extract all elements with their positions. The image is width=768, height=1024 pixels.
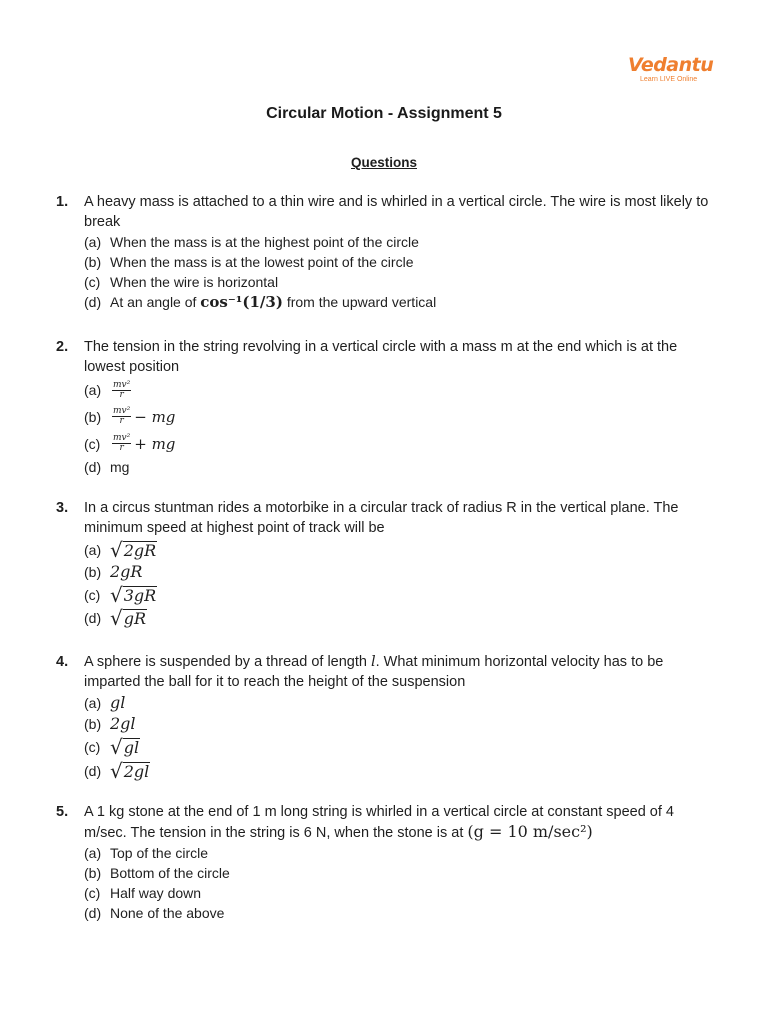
option-b [84,252,716,272]
question-text [84,802,716,843]
option-text-suffix: from the upward vertical [286,294,437,310]
sqrt-radicand: gR [123,608,147,628]
question-4 [56,652,716,783]
option-letter: (c) [84,274,101,290]
question-5 [56,802,716,923]
question-math: (g = 10 m/sec²) [467,822,593,841]
option-a [84,843,716,863]
option-b [84,713,716,735]
option-a [84,232,716,252]
option-math: cos⁻¹(1/3) [200,293,283,311]
question-text: In a circus stuntman rides a motorbike in a circular track of radius R in the vertical plane. The minimum speed at highest point of track will be [84,500,679,536]
option-list [84,692,716,783]
logo-word: Vedantu [628,54,714,76]
square-root [110,537,157,562]
option-a [84,692,716,713]
option-d [84,903,716,923]
option-letter: (a) [84,845,102,861]
question-text [84,652,716,692]
question-text-end: . What minimum horizontal velocity has to be imparted the ball for it to reach the height of the suspension [84,654,664,690]
option-d [84,292,716,312]
option-c [84,583,716,606]
question-2 [56,337,716,477]
option-c [84,735,716,759]
option-list [84,538,716,629]
option-letter: (a) [84,234,102,250]
question-number: 5. [56,804,69,820]
option-text: Bottom of the circle [110,865,230,881]
option-math: 2gR [110,562,143,581]
fraction-denominator: r [119,443,124,453]
option-list [84,843,716,923]
question-number: 3. [56,500,69,516]
question-number: 2. [56,339,69,355]
option-letter: (b) [84,564,102,580]
fraction-denominator: r [119,389,124,400]
sqrt-sign: √ [110,759,123,783]
sqrt-sign: √ [110,582,123,607]
option-letter: (b) [84,865,102,881]
question-text: A heavy mass is attached to a thin wire and is whirled in a vertical circle. The wire is most likely to break [84,194,709,230]
fraction [112,407,131,426]
question-text-start: A sphere is suspended by a thread of length [84,654,367,670]
option-letter: (a) [84,694,102,711]
option-text: Half way down [110,885,202,901]
page-title: Circular Motion - Assignment 5 [266,105,502,122]
sqrt-radicand: 2gl [123,762,150,781]
option-letter: (a) [84,382,102,398]
section-heading: Questions [350,155,417,170]
sqrt-radicand: 3gR [123,585,157,605]
option-text: When the wire is horizontal [110,274,279,290]
option-d [84,457,716,477]
sqrt-radicand: 2gR [123,540,157,560]
option-d [84,606,716,629]
option-letter: (d) [84,763,102,779]
option-text: Top of the circle [110,845,209,861]
square-root [110,582,157,607]
option-letter: (c) [84,739,101,755]
option-letter: (b) [84,408,102,425]
fraction-numerator: mv² [113,433,131,443]
option-text: At an angle of [110,294,197,310]
logo-tagline: Learn LIVE Online [640,76,698,83]
fraction-numerator: mv² [113,406,131,416]
option-c [84,430,716,457]
question-text-body: A 1 kg stone at the end of 1 m long string is whirled in a vertical circle at constant speed of 4 m/sec. The tension in the string is 6 N, when the stone is at [84,804,674,841]
fraction-denominator: r [119,416,124,426]
fraction-numerator: mv² [113,379,131,390]
sqrt-sign: √ [110,605,123,630]
fraction [112,381,131,400]
question-number: 4. [56,654,69,670]
option-math: gl [110,692,126,712]
option-d [84,759,716,783]
square-root [110,737,140,757]
option-letter: (c) [84,586,101,603]
option-letter: (c) [84,435,101,452]
option-letter: (d) [84,905,102,921]
option-letter: (b) [84,716,102,732]
option-b [84,863,716,883]
option-list [84,232,716,312]
square-root [110,761,150,781]
option-math-suffix: + mg [134,434,176,453]
vedantu-logo [628,54,714,87]
sqrt-sign: √ [110,735,123,759]
option-letter: (a) [84,541,102,558]
option-a [84,538,716,561]
option-c [84,883,716,903]
option-math-suffix: − mg [134,407,176,426]
option-letter: (d) [84,459,102,475]
question-3 [56,498,716,629]
option-text: When the mass is at the lowest point of the circle [110,254,414,270]
option-letter: (d) [84,294,102,310]
option-text: mg [110,459,130,475]
option-b [84,561,716,583]
option-letter: (d) [84,609,102,626]
fraction [112,434,131,453]
question-number: 1. [56,194,69,210]
option-a [84,377,716,403]
question-variable: l [370,654,376,670]
question-text: The tension in the string revolving in a vertical circle with a mass m at the end which is at the lowest position [84,339,678,375]
square-root [110,605,147,630]
option-text: None of the above [110,905,225,921]
option-b [84,403,716,430]
sqrt-sign: √ [110,537,123,562]
option-c [84,272,716,292]
option-list [84,377,716,477]
question-1 [56,192,716,312]
option-letter: (c) [84,885,101,901]
option-text: When the mass is at the highest point of the circle [110,234,419,250]
option-math: 2gl [110,714,136,733]
sqrt-radicand: gl [123,738,140,757]
option-letter: (b) [84,254,102,270]
